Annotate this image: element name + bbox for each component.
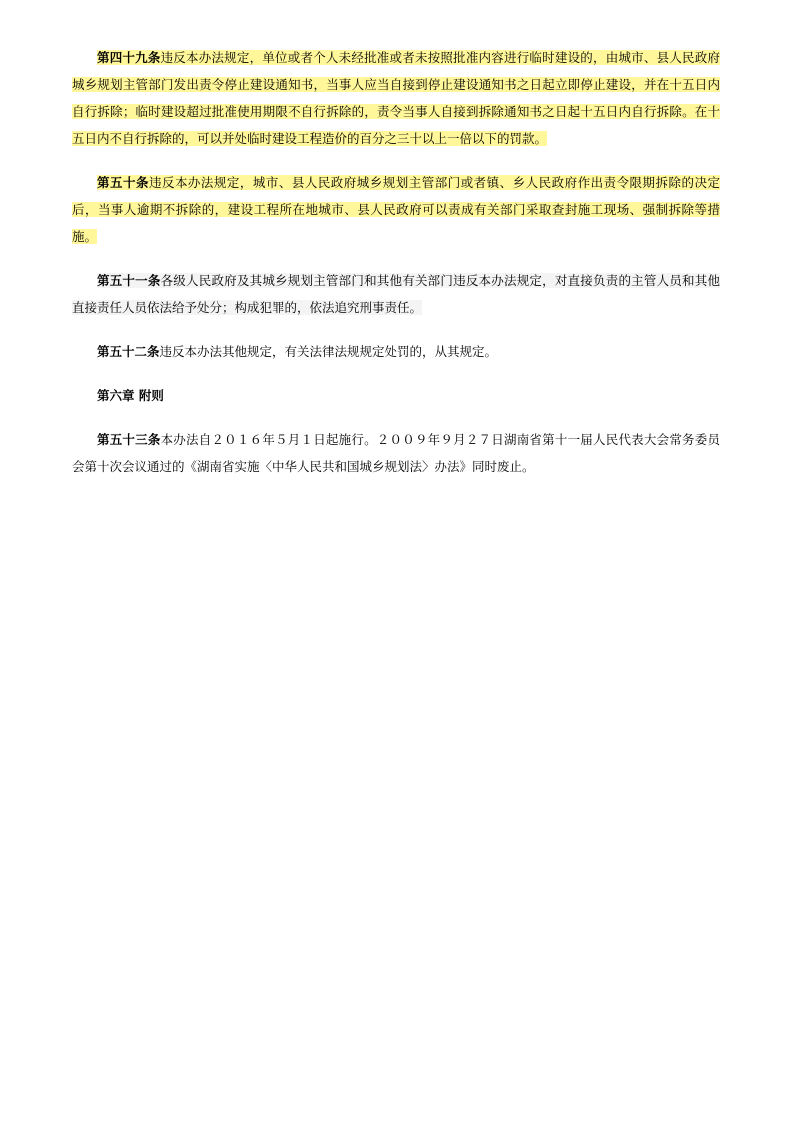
article-49-text: 违反本办法规定，单位或者个人未经批准或者未按照批准内容进行临时建设的，由城市、县人民政府城乡规划主管部门发出责令停止建设通知书，当事人应当自接到停止建设通知书之日起立即停止建设，并在十五日内自行拆除；临时建设超过批准使用期限不自行拆除的，责令当事人自接到拆除通知书之日起十五日内自行拆除。在十五日内不自行拆除的，可以并处临时建设工程造价的百分之三十以上一倍以下的罚款。 [72, 50, 720, 146]
article-50-text: 违反本办法规定，城市、县人民政府城乡规划主管部门或者镇、乡人民政府作出责令限期拆除的决定后，当事人逾期不拆除的，建设工程所在地城市、县人民政府可以责成有关部门采取查封施工现场、强制拆除等措施。 [72, 175, 720, 244]
article-51-number: 第五十一条 [97, 273, 161, 288]
article-53-paragraph [72, 426, 720, 480]
article-53-number: 第五十三条 [97, 432, 161, 447]
article-53-text: 本办法自２０１６年５月１日起施行。２００９年９月２７日湖南省第十一届人民代表大会常务委员会第十次会议通过的《湖南省实施〈中华人民共和国城乡规划法〉办法》同时废止。 [72, 432, 720, 474]
article-50-highlight [72, 175, 720, 244]
article-49-number: 第四十九条 [97, 50, 161, 65]
article-52-number: 第五十二条 [97, 344, 160, 359]
article-51-text: 各级人民政府及其城乡规划主管部门和其他有关部门违反本办法规定，对直接负责的主管人员和其他直接责任人员依法给予处分；构成犯罪的，依法追究刑事责任。 [72, 273, 720, 315]
chapter-heading: 第六章 附则 [97, 388, 164, 403]
document-page [72, 44, 720, 497]
article-51-wrap [72, 273, 720, 315]
article-49-highlight [72, 50, 720, 146]
article-52-text: 违反本办法其他规定，有关法律法规规定处罚的，从其规定。 [159, 344, 498, 359]
article-50-paragraph [72, 169, 720, 250]
article-52-paragraph [72, 338, 720, 365]
article-51-paragraph [72, 267, 720, 321]
article-50-number: 第五十条 [97, 175, 149, 190]
article-49-paragraph [72, 44, 720, 152]
